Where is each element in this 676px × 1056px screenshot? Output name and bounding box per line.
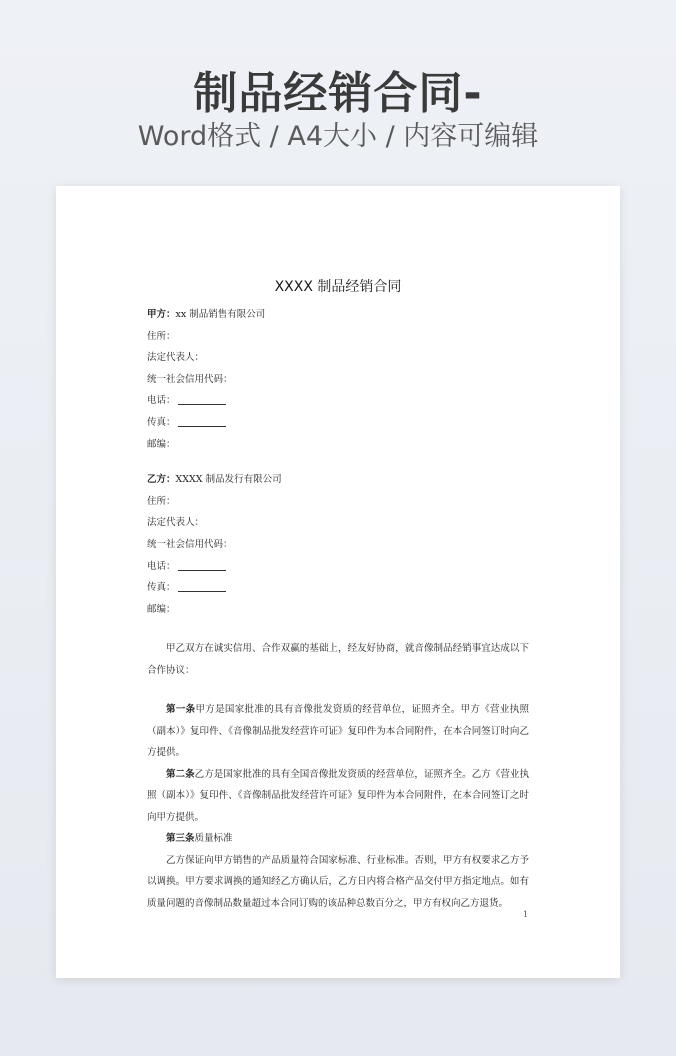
intro-paragraph: 甲乙双方在诚实信用、合作双赢的基础上，经友好协商，就音像制品经销事宜达成以下合作协议：	[147, 643, 529, 676]
article-3-heading-line	[147, 828, 529, 850]
article-2-heading: 第二条	[166, 768, 195, 780]
party-a-phone-blank	[178, 392, 226, 405]
banner-title: 制品经销合同-	[193, 68, 483, 119]
party-a-phone-row	[147, 390, 529, 412]
party-a-credit-code: 统一社会信用代码：	[147, 373, 233, 385]
article-2	[147, 764, 529, 829]
party-b-credit-code: 统一社会信用代码：	[147, 538, 233, 550]
party-a-phone-label: 电话：	[147, 395, 176, 407]
party-b-postcode: 邮编：	[147, 603, 176, 615]
banner-subtitle: Word格式 / A4大小 / 内容可编辑	[137, 121, 539, 152]
article-3-title: 质量标准	[194, 833, 233, 845]
document-body	[147, 304, 529, 914]
party-b-row	[147, 469, 529, 491]
party-a-representative: 法定代表人：	[147, 352, 205, 364]
party-b-phone-label: 电话：	[147, 560, 176, 572]
article-3-text: 乙方保证向甲方销售的产品质量符合国家标准、行业标准。否则，甲方有权要求乙方予以调换。甲方要求调换的通知经乙方确认后，乙方日内将合格产品交付甲方指定地点。如有质量问题的音像制品数量超过本合同订购的该品种总数百分之，甲方有权向乙方退货。	[147, 854, 529, 909]
party-b-representative: 法定代表人：	[147, 517, 205, 529]
party-a-name: xx 制品销售有限公司	[175, 309, 266, 320]
party-a-postcode: 邮编：	[147, 438, 176, 450]
party-b-fax-label: 传真：	[147, 582, 176, 594]
article-1-text: 甲方是国家批准的具有音像批发资质的经营单位，证照齐全。甲方《营业执照（副本）》复印件、《音像制品批发经营许可证》复印件为本合同附件，在本合同签订时向乙方提供。	[147, 704, 529, 759]
party-a-fax-label: 传真：	[147, 416, 176, 428]
article-3-heading: 第三条	[166, 833, 195, 845]
party-a-label: 甲方：	[147, 309, 176, 320]
party-a-row	[147, 304, 529, 326]
article-1-heading: 第一条	[166, 704, 196, 716]
party-b-fax-blank	[178, 579, 226, 592]
party-a-fax-row	[147, 412, 529, 434]
article-2-text: 乙方是国家批准的具有全国音像批发资质的经营单位，证照齐全。乙方《营业执照（副本）》复印件、《音像制品批发经营许可证》复印件为本合同附件，在本合同签订之时向甲方提供。	[147, 768, 529, 823]
document-page	[56, 186, 620, 978]
page-number: 1	[523, 910, 529, 919]
party-b-address: 住所：	[147, 495, 176, 507]
party-a-fax-blank	[178, 414, 226, 427]
party-b-phone-row	[147, 556, 529, 578]
party-b-fax-row	[147, 577, 529, 599]
article-1	[147, 699, 529, 764]
party-b-label: 乙方：	[147, 474, 176, 486]
document-title: XXXX 制品经销合同	[274, 279, 402, 295]
party-b-name: XXXX 制品发行有限公司	[175, 474, 282, 486]
party-a-address: 住所：	[147, 330, 176, 342]
party-b-phone-blank	[178, 558, 226, 571]
